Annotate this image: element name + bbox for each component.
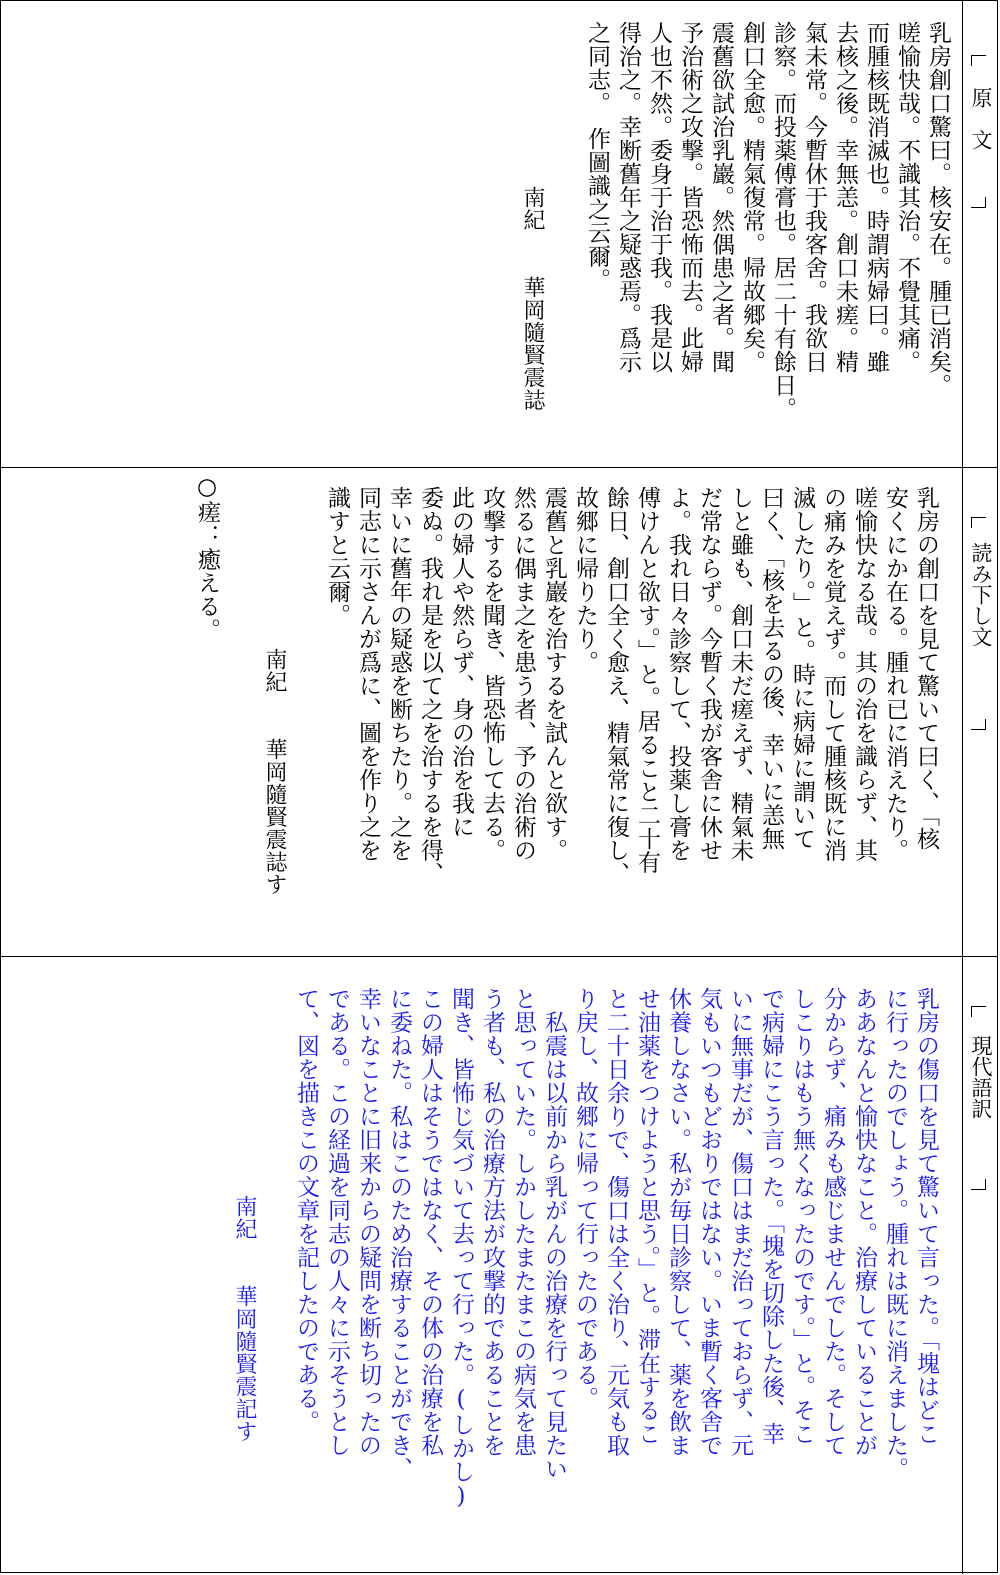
modern-translation-section [1,957,997,1574]
original-label: 原 文 [969,87,993,150]
text-column: しと雖も、創口未だ瘥えず、精氣未 [727,486,753,862]
text-column: 休養しなさい。私が毎日診察して、薬を飲ま [665,987,691,1457]
modern-signature: 南紀 華岡隨賢震記す [232,1195,257,1443]
text-column: て、図を描きこの文章を記したのである。 [293,987,319,1434]
text-column: 聞き、皆怖じ気づいて去って行った。(しかし) [448,987,474,1510]
text-column: この婦人はそうではなく、その体の治療を私 [417,987,443,1457]
text-column: 震舊欲試治乳巖。然偶患之者。聞 [708,21,734,374]
text-column: 識すと云爾。 [324,486,350,627]
text-column: 滅したり。」と。時に病婦に謂いて [789,486,815,851]
original-label-column [962,1,997,467]
text-column: に行ったのでしょう。腫れは既に消えました。 [882,987,908,1481]
text-column: 得治之。幸断舊年之疑惑焉。爲示 [615,21,641,374]
text-column: 乳房創口驚曰。核安在。腫已消矣。 [925,21,951,397]
text-column: しこりはもう無くなったのです。」と。そこ [789,987,815,1446]
text-column: 気もいつもどおりではない。いま暫く客舎で [696,987,722,1457]
reading-label: 読み下し文 [969,542,993,647]
text-column: 安くにか在る。腫れ已に消えたり。 [882,486,908,862]
text-column: に委ねた。私はこのため治療することができ、 [386,987,412,1481]
text-column: 震舊と乳巖を治するを試んと欲す。 [541,486,567,862]
label-bracket-close [971,1179,986,1190]
text-column: 此の婦人や然らず、身の治を我に [448,486,474,839]
label-bracket-open [971,55,986,66]
text-column: 氣未常。今暫休于我客舍。我欲日 [801,21,827,374]
text-column: 而腫核既消滅也。時謂病婦曰。雖 [863,21,889,374]
text-column: 嗟愉快哉。不識其治。不覺其痛。 [894,21,920,374]
text-column: ああなんと愉快なこと。治療していることが [851,987,877,1457]
text-column: と思っていた。しかしたまたまこの病気を患 [510,987,536,1457]
text-column: 嗟愉快なる哉。其の治を識らず、其 [851,486,877,862]
modern-label: 現代語訳 [969,1035,993,1119]
text-column: 私震は以前から乳がんの治療を行って見たい [541,987,567,1481]
text-column: 委ぬ。我れ是を以て之を治するを得、 [417,486,443,886]
label-bracket-close [971,719,986,730]
original-text-section [1,1,997,468]
original-signature: 南紀 華岡隨賢震誌 [520,186,545,411]
text-column: 之同志。 作圖識之云爾。 [584,21,610,292]
text-column: 分からず、痛みも感じませんでした。そして [820,987,846,1457]
text-column: せ油薬をつけようと思う。」と。滞在するこ [634,987,660,1446]
text-column: よ。我れ日々診察して、投薬し膏を [665,486,691,862]
text-column: の痛みを覚えず。而して腫核既に消 [820,486,846,862]
text-column: 曰く、「核を去るの後、幸いに恙無 [758,486,784,851]
text-column: 同志に示さんが爲に、圖を作り之を [355,486,381,862]
label-bracket-open [971,517,986,528]
modern-text-body [290,987,941,1510]
reading-label-column [962,468,997,956]
text-column: 傅けんと欲す。」と。居ること二十有 [634,486,660,874]
text-column: 去核之後。幸無恙。創口未瘥。精 [832,21,858,374]
text-column: り戻し、故郷に帰って行ったのである。 [572,987,598,1410]
text-column: 攻撃するを聞き、皆恐怖して去る。 [479,486,505,862]
label-bracket-close [971,197,986,208]
text-column: 故郷に帰りたり。 [572,486,598,674]
text-column: 幸いに舊年の疑惑を断ちたり。之を [386,486,412,862]
text-column: 診察。而投薬傅膏也。居二十有餘日。 [770,21,796,421]
text-column: 人也不然。委身于治于我。我是以 [646,21,672,374]
modern-label-column [962,957,997,1574]
reading-footnote: ○瘥：癒える。 [194,474,220,642]
text-column: 乳房の創口を見て驚いて曰く、「核 [913,486,939,851]
text-column: 創口全愈。精氣復常。帰故郷矣。 [739,21,765,374]
text-column: で病婦にこう言った。「塊を切除した後、幸 [758,987,784,1446]
reading-text-body [321,486,941,886]
text-column: 然るに偶ま之を患う者、予の治術の [510,486,536,862]
text-column: 餘日、創口全く愈え、精氣常に復し、 [603,486,629,886]
text-column: う者も、私の治療方法が攻撃的であることを [479,987,505,1457]
text-column: と二十日余りで、傷口は全く治り、元気も取 [603,987,629,1457]
text-column: である。この経過を同志の人々に示そうとし [324,987,350,1457]
reading-signature: 南紀 華岡隨賢震誌す [262,648,287,896]
text-column: 予治術之攻撃。皆恐怖而去。此婦 [677,21,703,374]
label-bracket-open [971,1006,986,1017]
text-column: 幸いなことに旧来からの疑問を断ち切ったの [355,987,381,1457]
text-column: だ常ならず。今暫く我が客舎に休せ [696,486,722,862]
original-text-body [581,21,953,421]
text-column: 乳房の傷口を見て驚いて言った。「塊はどこ [913,987,939,1446]
text-column: いに無事だが、傷口はまだ治っておらず、元 [727,987,753,1457]
reading-text-section [1,468,997,957]
